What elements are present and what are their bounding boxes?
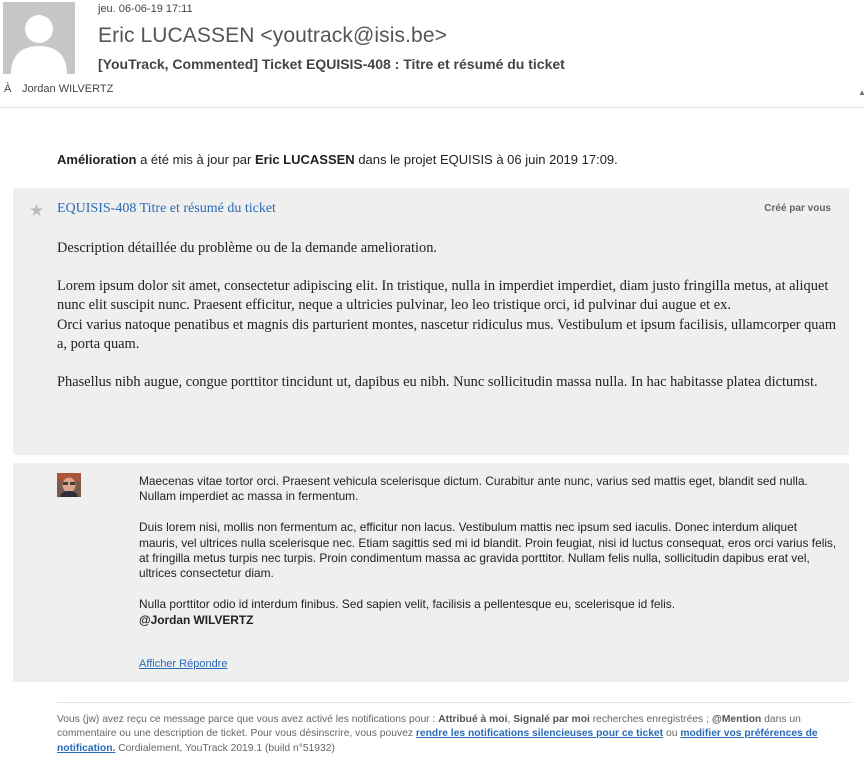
recipient-name[interactable]: Jordan WILVERTZ (22, 83, 114, 95)
ticket-card (13, 188, 849, 455)
star-icon[interactable]: ★ (29, 201, 45, 220)
comment-paragraph: Maecenas vitae tortor orci. Praesent vehicula scelerisque dictum. Curabitur ante nunc, varius sed mattis eget, blandit sed nulla. Nullam imperdiet ac massa in fermentum. (139, 474, 808, 504)
created-by-label: Créé par vous (764, 203, 831, 214)
ticket-description (57, 239, 837, 411)
comment-paragraph: Nulla porttitor odio id interdum finibus. Sed sapien velit, facilisis a pellentesque eu, scelerisque id felis. (139, 597, 676, 612)
footer-signoff: Cordialement, YouTrack 2019.1 (build n°51932) (118, 742, 335, 754)
to-label: À (4, 83, 12, 95)
show-reply-link[interactable]: Afficher Répondre (139, 658, 228, 670)
issue-type: Amélioration (57, 152, 137, 167)
footer-text: Vous (jw) avez reçu ce message parce que vous avez activé les notifications pour : (57, 714, 436, 725)
footer-mention: @Mention (711, 714, 762, 725)
commenter-avatar-icon (57, 473, 81, 497)
notification-footer (57, 702, 852, 756)
update-text-1: a été mis à jour par (140, 152, 252, 167)
comment-body (139, 474, 839, 628)
update-text-2: dans le projet EQUISIS à 06 juin 2019 17:09. (358, 152, 618, 167)
email-subject: [YouTrack, Commented] Ticket EQUISIS-408 : Titre et résumé du ticket (98, 56, 565, 72)
footer-text: ou (665, 728, 678, 740)
mention[interactable]: @Jordan WILVERTZ (139, 612, 254, 627)
user-silhouette-icon (3, 2, 75, 74)
footer-text: dans un commentaire ou une description de ticket. Pour vous désinscrire, vous pouvez (57, 714, 801, 740)
footer-assigned: Attribué à moi (438, 714, 508, 725)
update-summary (57, 152, 618, 167)
description-paragraph: Phasellus nibh augue, congue porttitor tincidunt ut, dapibus eu nibh. Nunc sollicitudin massa nulla. In hac habitasse platea dictumst. (57, 374, 818, 391)
footer-text: recherches enregistrées ; (592, 714, 709, 725)
mute-ticket-link[interactable]: rendre les notifications silencieuses pour ce ticket (415, 728, 664, 740)
description-paragraph: Orci varius natoque penatibus et magnis dis parturient montes, nascetur ridiculus mus. Vestibulum et ipsum facilisis, ullamcorper quam a, porta quam. (57, 316, 837, 352)
sender-name[interactable]: Eric LUCASSEN <youtrack@isis.be> (98, 24, 447, 47)
caret-up-icon[interactable]: ▲ (858, 88, 866, 97)
comment-card (13, 463, 849, 682)
description-paragraph: Description détaillée du problème ou de la demande amelioration. (57, 240, 438, 256)
description-paragraph: Lorem ipsum dolor sit amet, consectetur adipiscing elit. In tristique, nulla in imperdiet imperdiet, diam justo fringilla metus, at aliquet nunc elit suscipit nunc. Praesent efficitur, neque a ultricies pulvinar, leo leo tristique orci, id pulvinar dui augue et ex. (57, 278, 829, 314)
update-author: Eric LUCASSEN (255, 152, 355, 167)
email-header (0, 0, 864, 108)
comment-paragraph: Duis lorem nisi, mollis non fermentum ac, efficitur non lacus. Vestibulum mattis nec ipsum sed iaculis. Donec interdum aliquet mauris, vel ultrices nulla scelerisque nec. Etiam sagittis sed mi id blandit. Proin feugiat, nisi id luctus consequat, eros orci varius felis, at fringilla metus turpis nec turpis. Proin condimentum massa ac gravida porttitor. Nullam felis nulla, sollicitudin dapibus erat vel, ultrices consectetur diam. (139, 520, 837, 581)
notification-prefs-link[interactable]: modifier vos préférences de notification. (57, 728, 818, 754)
sent-date: jeu. 06-06-19 17:11 (98, 3, 193, 15)
ticket-link[interactable]: EQUISIS-408 Titre et résumé du ticket (57, 201, 276, 216)
footer-comma: , (507, 714, 511, 725)
footer-reported: Signalé par moi (513, 714, 590, 725)
